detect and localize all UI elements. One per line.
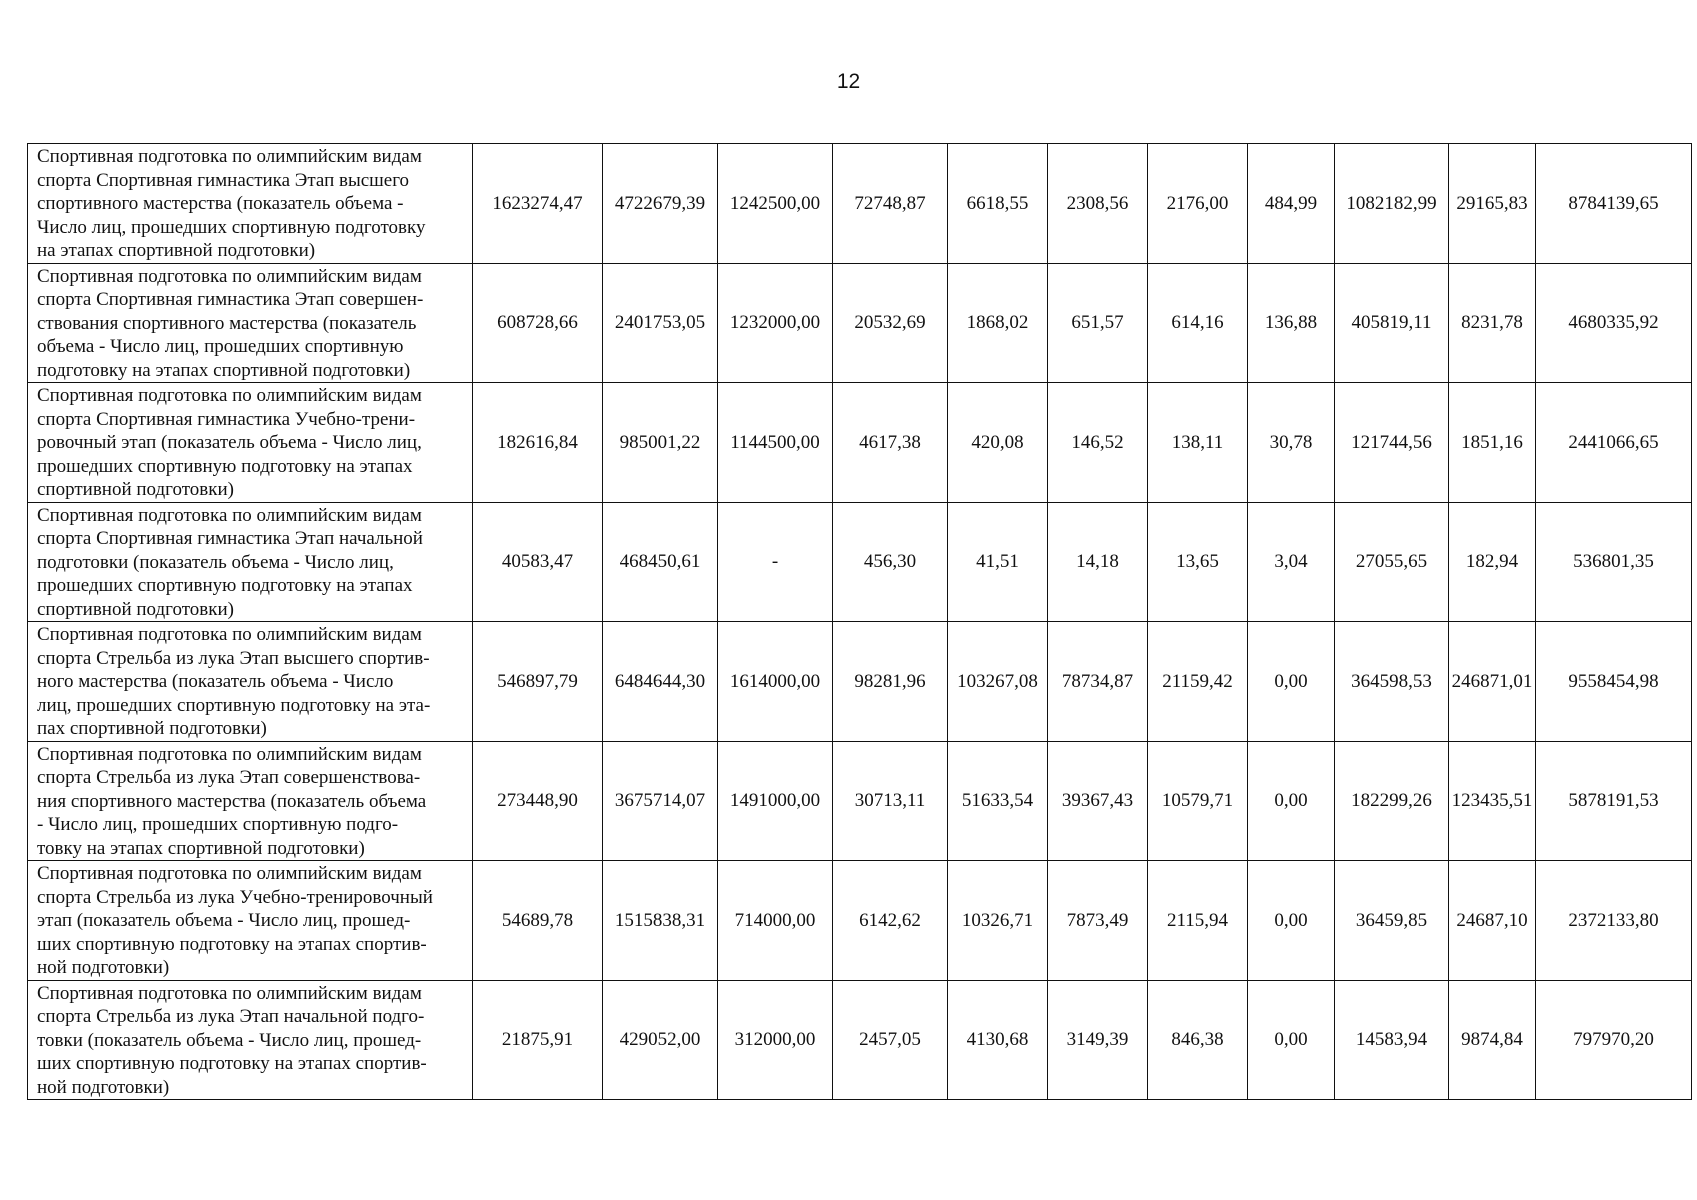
- value-cell: 30713,11: [833, 741, 948, 861]
- value-cell: 146,52: [1048, 383, 1148, 503]
- row-description: Спортивная подготовка по олимпийским видам спорта Стрельба из лука Учебно-тренировочный этап (показатель объема - Число лиц, прошед- ших спортивную подготовку на этапах спортив- ной подготовки): [28, 861, 473, 981]
- value-cell: 6484644,30: [603, 622, 718, 742]
- value-cell: 21875,91: [473, 980, 603, 1100]
- value-cell: 8784139,65: [1536, 144, 1692, 264]
- value-cell: 4130,68: [948, 980, 1048, 1100]
- page-number: 12: [836, 70, 861, 93]
- value-cell: 136,88: [1248, 263, 1335, 383]
- value-cell: 273448,90: [473, 741, 603, 861]
- value-cell: 1144500,00: [718, 383, 833, 503]
- value-cell: 1515838,31: [603, 861, 718, 981]
- value-cell: 24687,10: [1449, 861, 1536, 981]
- value-cell: 364598,53: [1335, 622, 1449, 742]
- value-cell: 614,16: [1148, 263, 1248, 383]
- row-description: Спортивная подготовка по олимпийским видам спорта Стрельба из лука Этап начальной подго- товки (показатель объема - Число лиц, прошед- ших спортивную подготовку на этапах спортив- ной подготовки): [28, 980, 473, 1100]
- value-cell: 41,51: [948, 502, 1048, 622]
- value-cell: 4617,38: [833, 383, 948, 503]
- value-cell: 0,00: [1248, 622, 1335, 742]
- value-cell: 3149,39: [1048, 980, 1148, 1100]
- value-cell: 13,65: [1148, 502, 1248, 622]
- value-cell: 29165,83: [1449, 144, 1536, 264]
- value-cell: -: [718, 502, 833, 622]
- table-row: [28, 383, 1692, 503]
- value-cell: 123435,51: [1449, 741, 1536, 861]
- value-cell: 846,38: [1148, 980, 1248, 1100]
- value-cell: 3675714,07: [603, 741, 718, 861]
- value-cell: 405819,11: [1335, 263, 1449, 383]
- value-cell: 98281,96: [833, 622, 948, 742]
- value-cell: 9558454,98: [1536, 622, 1692, 742]
- table-row: [28, 861, 1692, 981]
- value-cell: 10579,71: [1148, 741, 1248, 861]
- value-cell: 138,11: [1148, 383, 1248, 503]
- value-cell: 5878191,53: [1536, 741, 1692, 861]
- table-row: [28, 263, 1692, 383]
- table-row: [28, 622, 1692, 742]
- value-cell: 14,18: [1048, 502, 1148, 622]
- table-body: [28, 144, 1692, 1100]
- row-description: Спортивная подготовка по олимпийским видам спорта Спортивная гимнастика Этап высшего спортивного мастерства (показатель объема - Число лиц, прошедших спортивную подготовку на этапах спортивной подготовки): [28, 144, 473, 264]
- value-cell: 20532,69: [833, 263, 948, 383]
- table-row: [28, 741, 1692, 861]
- value-cell: 985001,22: [603, 383, 718, 503]
- value-cell: 3,04: [1248, 502, 1335, 622]
- row-description: Спортивная подготовка по олимпийским видам спорта Стрельба из лука Этап совершенствова- ния спортивного мастерства (показатель объема - Число лиц, прошедших спортивную подго- товку на этапах спортивной подготовки): [28, 741, 473, 861]
- value-cell: 1491000,00: [718, 741, 833, 861]
- data-table: [27, 143, 1692, 1100]
- value-cell: 6142,62: [833, 861, 948, 981]
- value-cell: 484,99: [1248, 144, 1335, 264]
- value-cell: 468450,61: [603, 502, 718, 622]
- value-cell: 608728,66: [473, 263, 603, 383]
- value-cell: 39367,43: [1048, 741, 1148, 861]
- value-cell: 312000,00: [718, 980, 833, 1100]
- value-cell: 40583,47: [473, 502, 603, 622]
- value-cell: 8231,78: [1449, 263, 1536, 383]
- value-cell: 182299,26: [1335, 741, 1449, 861]
- row-description: Спортивная подготовка по олимпийским видам спорта Спортивная гимнастика Этап совершен- ствования спортивного мастерства (показатель объема - Число лиц, прошедших спортивную подготовку на этапах спортивной подготовки): [28, 263, 473, 383]
- value-cell: 1232000,00: [718, 263, 833, 383]
- value-cell: 0,00: [1248, 861, 1335, 981]
- value-cell: 536801,35: [1536, 502, 1692, 622]
- value-cell: 246871,01: [1449, 622, 1536, 742]
- value-cell: 4722679,39: [603, 144, 718, 264]
- value-cell: 546897,79: [473, 622, 603, 742]
- value-cell: 456,30: [833, 502, 948, 622]
- value-cell: 14583,94: [1335, 980, 1449, 1100]
- table-row: [28, 144, 1692, 264]
- row-description: Спортивная подготовка по олимпийским видам спорта Спортивная гимнастика Учебно-трени- ровочный этап (показатель объема - Число лиц, прошедших спортивную подготовку на этапах спортивной подготовки): [28, 383, 473, 503]
- value-cell: 429052,00: [603, 980, 718, 1100]
- value-cell: 9874,84: [1449, 980, 1536, 1100]
- value-cell: 1868,02: [948, 263, 1048, 383]
- value-cell: 103267,08: [948, 622, 1048, 742]
- value-cell: 6618,55: [948, 144, 1048, 264]
- value-cell: 54689,78: [473, 861, 603, 981]
- table-row: [28, 980, 1692, 1100]
- row-description: Спортивная подготовка по олимпийским видам спорта Стрельба из лука Этап высшего спортив- ного мастерства (показатель объема - Число лиц, прошедших спортивную подготовку на эта- пах спортивной подготовки): [28, 622, 473, 742]
- value-cell: 1851,16: [1449, 383, 1536, 503]
- value-cell: 30,78: [1248, 383, 1335, 503]
- value-cell: 4680335,92: [1536, 263, 1692, 383]
- value-cell: 7873,49: [1048, 861, 1148, 981]
- value-cell: 651,57: [1048, 263, 1148, 383]
- value-cell: 0,00: [1248, 741, 1335, 861]
- value-cell: 182,94: [1449, 502, 1536, 622]
- value-cell: 1242500,00: [718, 144, 833, 264]
- value-cell: 1614000,00: [718, 622, 833, 742]
- table-row: [28, 502, 1692, 622]
- value-cell: 21159,42: [1148, 622, 1248, 742]
- value-cell: 51633,54: [948, 741, 1048, 861]
- value-cell: 420,08: [948, 383, 1048, 503]
- value-cell: 2401753,05: [603, 263, 718, 383]
- value-cell: 2176,00: [1148, 144, 1248, 264]
- value-cell: 36459,85: [1335, 861, 1449, 981]
- value-cell: 121744,56: [1335, 383, 1449, 503]
- row-description: Спортивная подготовка по олимпийским видам спорта Спортивная гимнастика Этап начальной подготовки (показатель объема - Число лиц, прошедших спортивную подготовку на этапах спортивной подготовки): [28, 502, 473, 622]
- value-cell: 78734,87: [1048, 622, 1148, 742]
- value-cell: 797970,20: [1536, 980, 1692, 1100]
- value-cell: 182616,84: [473, 383, 603, 503]
- value-cell: 2457,05: [833, 980, 948, 1100]
- value-cell: 2308,56: [1048, 144, 1148, 264]
- value-cell: 714000,00: [718, 861, 833, 981]
- value-cell: 10326,71: [948, 861, 1048, 981]
- value-cell: 2115,94: [1148, 861, 1248, 981]
- value-cell: 27055,65: [1335, 502, 1449, 622]
- value-cell: 72748,87: [833, 144, 948, 264]
- value-cell: 1623274,47: [473, 144, 603, 264]
- value-cell: 0,00: [1248, 980, 1335, 1100]
- value-cell: 2441066,65: [1536, 383, 1692, 503]
- value-cell: 1082182,99: [1335, 144, 1449, 264]
- value-cell: 2372133,80: [1536, 861, 1692, 981]
